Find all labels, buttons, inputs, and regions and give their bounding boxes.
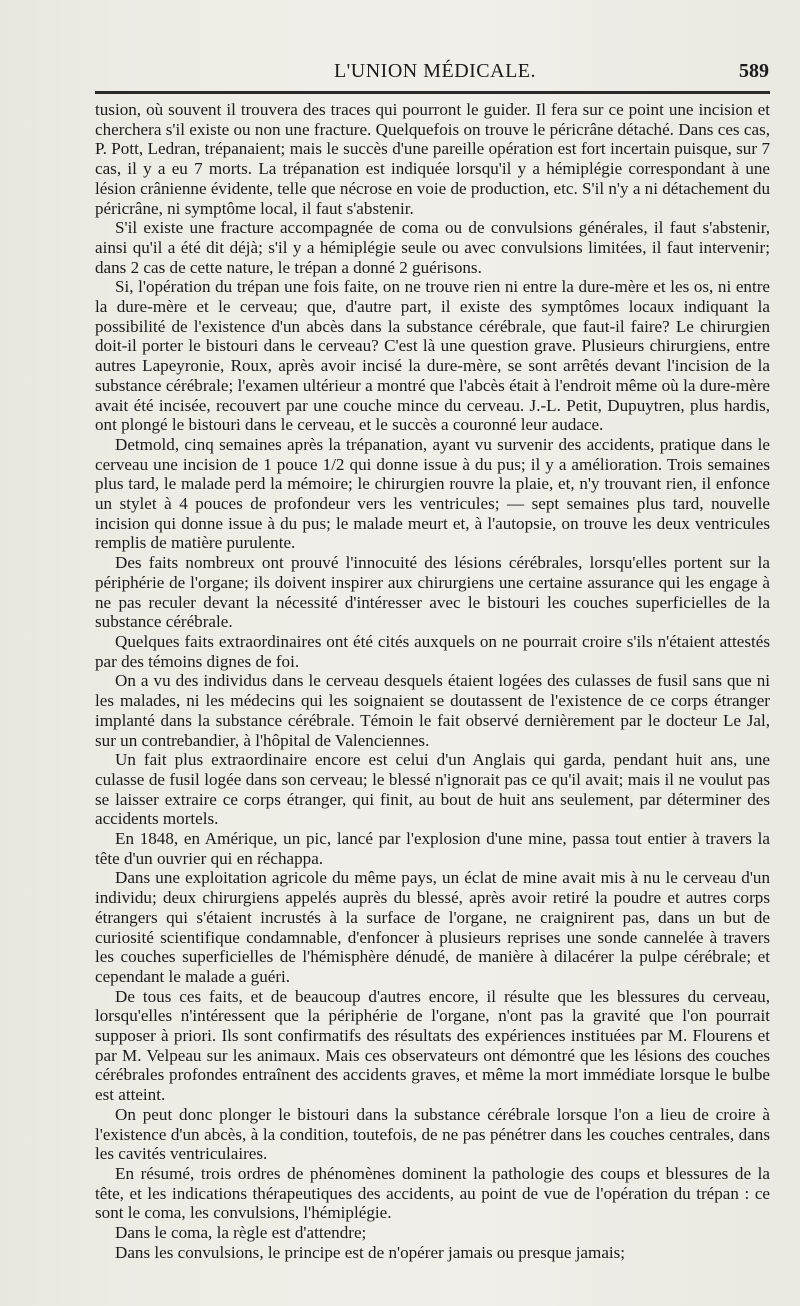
paragraph: Detmold, cinq semaines après la trépanation, ayant vu survenir des accidents, pratique dans le cerveau une incision de 1 pouce 1/2 qui donne issue à du pus; il y a amélioration. Trois semaines plus tard, le malade perd la mémoire; le chirurgien rouvre la plaie, et, n'y trouvant rien, il enfonce un stylet à 4 pouces de profondeur vers les ventricules; — sept semaines plus tard, nouvelle incision qui donne issue à du pus; le malade meurt et, à l'autopsie, on trouve les deux ventricules remplis de matière purulente. [95,434,770,553]
paragraph: En 1848, en Amérique, un pic, lancé par l'explosion d'une mine, passa tout entier à travers la tête d'un ouvrier qui en réchappa. [95,829,770,868]
header-rule [95,91,770,94]
paragraph: S'il existe une fracture accompagnée de coma ou de convulsions générales, il faut s'abstenir, ainsi qu'il a été dit déjà; s'il y a hémiplégie seule ou avec convulsions limitées, il faut intervenir; dans 2 cas de cette nature, le trépan a donné 2 guérisons. [95,218,770,277]
paragraph: On a vu des individus dans le cerveau desquels étaient logées des culasses de fusil sans que ni les malades, ni les médecins qui les soignaient se doutassent de l'existence de ce corps étranger implanté dans la substance cérébrale. Témoin le fait observé dernièrement par le docteur Le Jal, sur un contrebandier, à l'hôpital de Valenciennes. [95,671,770,750]
paragraph: On peut donc plonger le bistouri dans la substance cérébrale lorsque l'on a lieu de croire à l'existence d'un abcès, à la condition, toutefois, de ne pas pénétrer dans les couches centrales, dans les cavités ventriculaires. [95,1104,770,1164]
paragraph: Dans les convulsions, le principe est de n'opérer jamais ou presque jamais; [115,1242,626,1262]
paragraph: Si, l'opération du trépan une fois faite, on ne trouve rien ni entre la dure-mère et les os, ni entre la dure-mère et le cerveau; que, d'autre part, il existe des symptômes locaux indiquant la possibilité de l'existence d'un abcès dans la substance cérébrale, que faut-il faire? Le chirurgien doit-il porter le bistouri dans le cerveau? C'est là une question grave. Plusieurs chirurgiens, entre autres Lapeyronie, Roux, après avoir incisé la dure-mère, se sont arrêtés devant l'incision de la substance cérébrale; l'examen ultérieur a montré que l'abcès était à l'endroit même où la dure-mère avait été incisée, recouvert par une couche mince du cerveau. J.-L. Petit, Dupuytren, plus hardis, ont plongé le bistouri dans le cerveau, et le succès a couronné leur audace. [95,277,770,435]
paragraph: Un fait plus extraordinaire encore est celui d'un Anglais qui garda, pendant huit ans, une culasse de fusil logée dans son cerveau; le blessé n'ignorait pas ce qu'il avait; mais il ne voulut pas se laisser extraire ce corps étranger, qui finit, au bout de huit ans seulement, par déterminer des accidents mortels. [95,750,770,829]
article-body [95,100,770,1262]
paragraph: Dans une exploitation agricole du même pays, un éclat de mine avait mis à nu le cerveau d'un individu; deux chirurgiens appelés auprès du blessé, après avoir retiré la poudre et autres corps étrangers qui s'étaient incrustés à la surface de l'organe, ne craignirent pas, dans un but de curiosité scientifique condamnable, d'enfoncer à plusieurs reprises une sonde cannelée à travers les couches superficielles de l'hémisphère dénudé, de manière à dilacérer la pulpe cérébrale; et cependant le malade a guéri. [95,868,770,986]
page-header [95,58,775,88]
paragraph: Dans le coma, la règle est d'attendre; [115,1223,367,1243]
paragraph: De tous ces faits, et de beaucoup d'autres encore, il résulte que les blessures du cerveau, lorsqu'elles n'intéressent que la périphérie de l'organe, n'ont pas la gravité que l'on pourrait supposer à priori. Ils sont confirmatifs des résultats des expériences instituées par M. Flourens et par M. Velpeau sur les animaux. Mais ces observateurs ont démontré que les lésions des couches cérébrales profondes entraînent des accidents graves, et même la mort immédiate lorsque le bulbe est atteint. [95,986,770,1105]
paragraph: En résumé, trois ordres de phénomènes dominent la pathologie des coups et blessures de la tête, et les indications thérapeutiques des accidents, au point de vue de l'opération du trépan : ce sont le coma, les convulsions, l'hémiplégie. [95,1163,770,1223]
page-number: 589 [739,60,769,82]
paragraph: tusion, où souvent il trouvera des traces qui pourront le guider. Il fera sur ce point une incision et cherchera s'il existe ou non une fracture. Quelquefois on trouve le péricrâne détaché. Dans ces cas, P. Pott, Ledran, trépanaient; mais le succès d'une pareille opération est fort incertain puisque, sur 7 cas, il y a eu 7 morts. La trépanation est indiquée lorsqu'il y a hémiplégie correspondant à une lésion crânienne évidente, telle que nécrose en voie de production, etc. S'il n'y a ni détachement du péricrâne, ni symptôme local, il faut s'abstenir. [95,100,770,218]
paragraph: Des faits nombreux ont prouvé l'innocuité des lésions cérébrales, lorsqu'elles portent sur la périphérie de l'organe; ils doivent inspirer aux chirurgiens une certaine assurance qui les engage à ne pas reculer devant la nécessité d'intéresser avec le bistouri les couches superficielles de la substance cérébrale. [95,553,770,632]
paragraph: Quelques faits extraordinaires ont été cités auxquels on ne pourrait croire s'ils n'étaient attestés par des témoins dignes de foi. [95,631,770,671]
running-title: L'UNION MÉDICALE. [333,60,537,82]
